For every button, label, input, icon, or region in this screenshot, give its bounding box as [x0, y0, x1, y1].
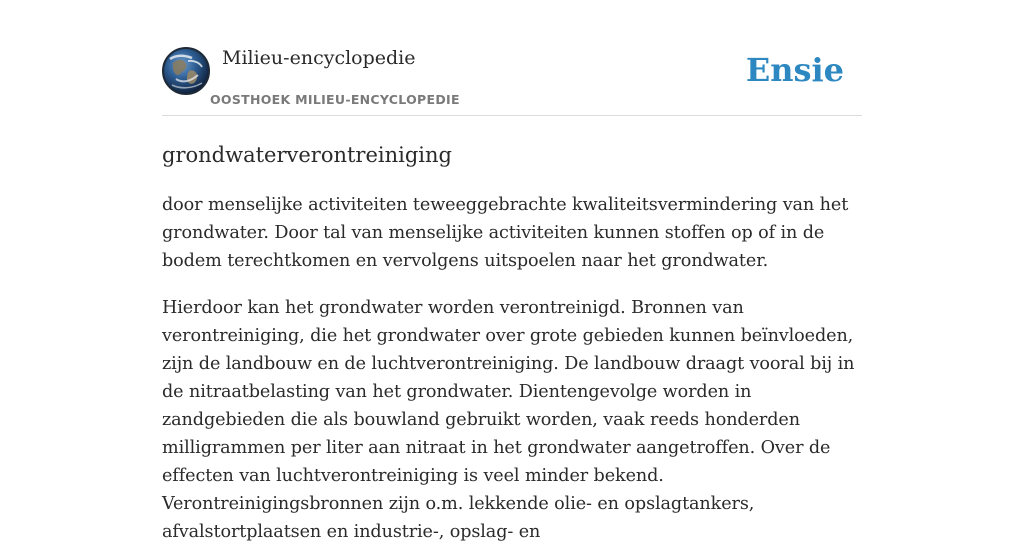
article-paragraph: door menselijke activiteiten teweeggebrachte kwaliteitsvermindering van het grondwater. Door tal van menselijke activiteiten kunnen stoffen op of in de bodem terechtkomen en vervolgens uitspoelen naar het grondwater.	[162, 195, 849, 271]
brand-logo[interactable]: Ensie	[745, 51, 844, 89]
site-name[interactable]: Milieu-encyclopedie	[222, 47, 416, 69]
article-paragraph: Hierdoor kan het grondwater worden verontreinigd. Bronnen van verontreiniging, die het grondwater over grote gebieden kunnen beïnvloeden, zijn de landbouw en de luchtverontreiniging. De landbouw draagt vooral bij in de nitraatbelasting van het grondwater. Dientengevolge worden in zandgebieden die als bouwland gebruikt worden, vaak reeds honderden milligrammen per liter aan nitraat in het grondwater aangetroffen. Over de effecten van luchtverontreiniging is veel minder bekend. Verontreinigingsbronnen zijn o.m. lekkende olie- en opslagtankers, afvalstortplaatsen en industrie-, opslag- en	[162, 298, 855, 542]
earth-globe-icon[interactable]	[162, 47, 210, 95]
article	[162, 138, 864, 546]
page-title: grondwaterverontreiniging	[162, 143, 452, 167]
site-header	[162, 0, 862, 116]
site-subtitle: OOSTHOEK MILIEU-ENCYCLOPEDIE	[210, 92, 460, 107]
